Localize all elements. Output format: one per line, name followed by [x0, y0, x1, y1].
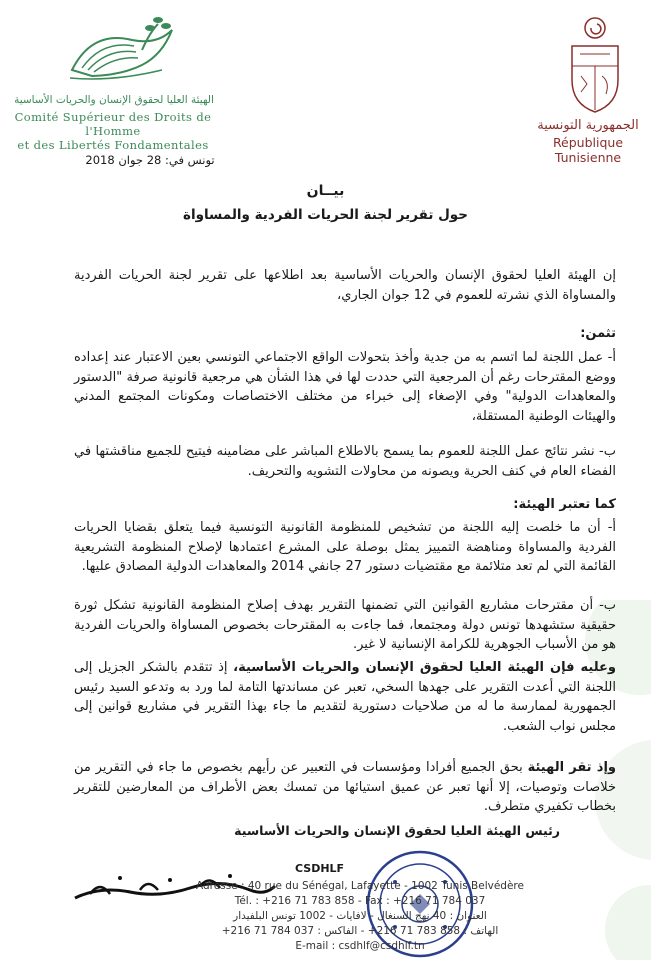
paragraph-conclusion	[74, 658, 616, 736]
section-heading-appreciates: تثمن:	[580, 326, 616, 341]
stamp-label: CSDHLF	[295, 862, 345, 875]
intro-paragraph: إن الهيئة العليا لحقوق الإنسان والحريات الأساسية بعد اطلاعها على تقرير لجنة الحريات الفردية والمساواة الذي نشرته للعموم في 12 جوان الجاري،	[74, 268, 616, 303]
paragraph-conclusion-lead: وعليه فإن الهيئة العليا لحقوق الإنسان والحريات الأساسية،	[233, 660, 616, 675]
paragraph-a2: أ- أن ما خلصت إليه اللجنة من تشخيص للمنظومة القانونية التونسية فيما يتعلق بقضايا الحريات الفردية والمساواة ومناهضة التمييز يمثل بوصلة على المشرع اعتمادها لإصلاح المنظومة التشريعية القائمة التي لم تعد متلائمة مع مقتضيات دستور 27 جانفي 2014 والمعاهدات الدولية المصادق عليها.	[74, 520, 616, 574]
org-name-ar: الهيئة العليا لحقوق الإنسان والحريات الأساسية	[14, 94, 214, 106]
signatory-title: رئيس الهيئة العليا لحقوق الإنسان والحريات الأساسية	[234, 823, 560, 838]
section-heading-considers: كما تعتبر الهيئة:	[513, 497, 616, 512]
org-name-fr	[8, 110, 218, 152]
tunisia-emblem-icon	[566, 14, 624, 114]
footer-address-ar: العنوان : 40 نهج السنغال - لافايات - 1002 تونس البلفيدار	[233, 910, 487, 922]
paragraph-final-lead: وإذ تقر الهيئة	[527, 760, 616, 775]
paragraph-conclusion-text: إذ تتقدم بالشكر الجزيل إلى اللجنة التي أعدت التقرير على جهدها السخي، تعبر عن مساندتها التامة لما ورد به وتدعو السيد رئيس الجمهورية لممارسة ما له من صلاحيات دستورية لتقديم ما جاء بهذا التقرير في مشاريع قوانين إلى مجلس نواب الشعب.	[74, 660, 616, 734]
paragraph-final	[74, 758, 616, 817]
paragraph-a1: أ- عمل اللجنة لما اتسم به من جدية وأخذ بتحولات الواقع الاجتماعي التونسي بعين الاعتبار عند إعداده ووضع المقترحات رغم أن المرجعية التي حددت لها في هذا الشأن هي مرجعية قانونية صرفة "الدستور والمعاهدات الدولية" وفي الإصغاء إلى خبراء من مختلف الاختصاصات ومكونات المجتمع المدني والهيئات الوطنية المستقلة،	[74, 350, 616, 424]
document-title: بيــان	[306, 183, 345, 199]
document-subtitle: حول تقرير لجنة الحريات الفردية والمساواة	[182, 207, 468, 223]
footer-phone-fr: Tél. : +216 71 783 858 - Fax : +216 71 784 037	[234, 895, 486, 907]
paragraph-b2: ب- أن مقترحات مشاريع القوانين التي تضمنها التقرير بهدف إصلاح المنظومة القانونية تشكل ثورة حقيقية ستشهدها تونس دولة ومجتمعا، فما جاءت به المقترحات بخصوص المساواة والحريات الفردية هو من الأسباب الجوهرية للكرامة الإنسانية لا غير.	[74, 598, 616, 652]
footer-address-fr: Adresse : 40 rue du Sénégal, Lafayette - 1002 Tunis Belvédère	[196, 880, 524, 892]
org-name-fr-line1: Comité Supérieur des Droits de l'Homme	[14, 110, 212, 138]
paragraph-b1: ب- نشر نتائج عمل اللجنة للعموم بما يسمح بالاطلاع المباشر على مضامينه فيتيح للجميع مناقشتها في الفضاء العام في كنف الحرية ويصونه من محاولات التشويه والتحريف.	[74, 444, 616, 479]
org-name-fr-line2: et des Libertés Fondamentales	[17, 138, 209, 152]
document-date: تونس في: 28 جوان 2018	[85, 153, 215, 167]
dove-logo-icon	[62, 10, 192, 88]
paragraph-final-text: بحق الجميع أفرادا ومؤسسات في التعبير عن رأيهم بخصوص ما جاء في التقرير من خلاصات وتوصيات، إلا أنها تعبر عن عميق استيائها من تمسك بعض الأطراف من المعارضين للتقرير بخطاب تكفيري متطرف.	[74, 760, 616, 814]
republic-name-ar: الجمهورية التونسية	[537, 118, 639, 133]
republic-name-fr: République Tunisienne	[552, 135, 624, 165]
footer-phone-ar: الهاتف : 858 783 71 216+ - الفاكس : 037 784 71 216+	[221, 925, 499, 937]
footer-email: E-mail : csdhlf@csdhlf.tn	[295, 940, 425, 952]
